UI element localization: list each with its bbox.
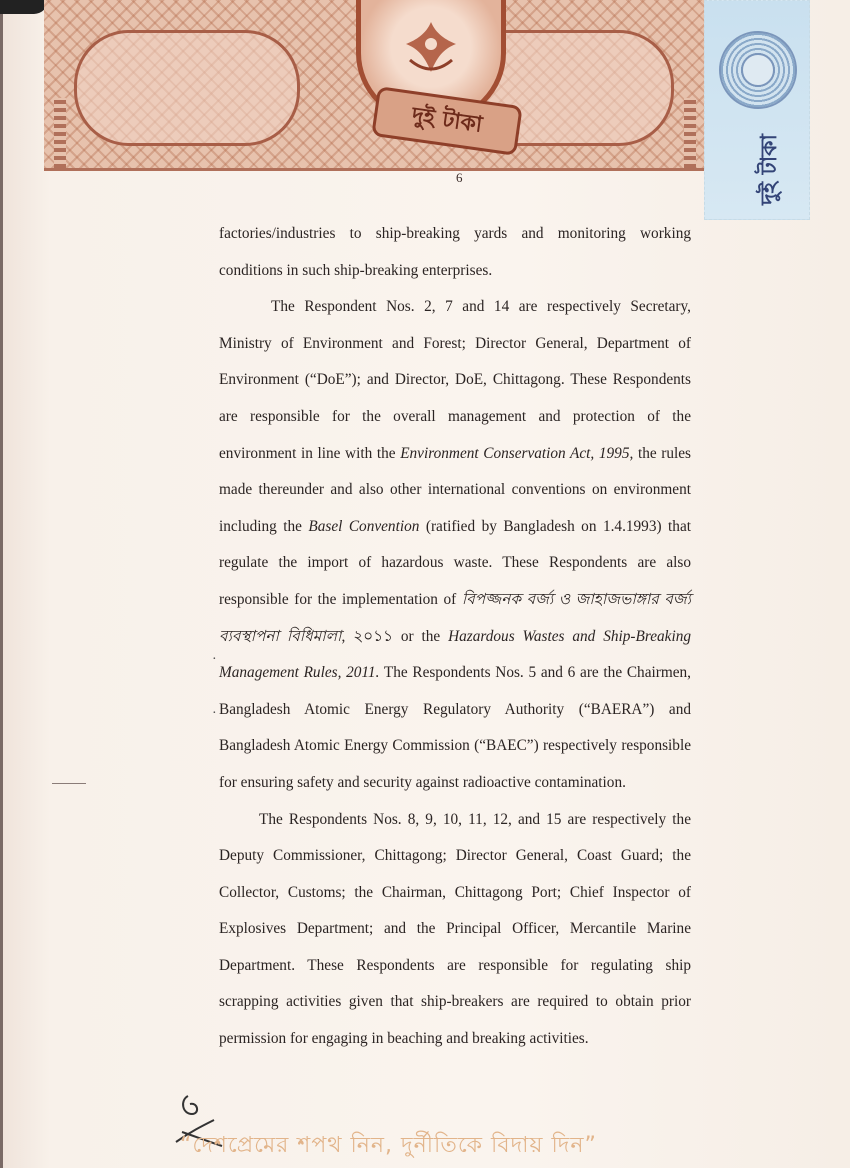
text-run: The Respondents Nos. 5 and 6 are the Chairmen, Bangladesh Atomic Energy Regulatory Authority (“BAERA”) and Bangladesh Atomic Energy Commission (“BAEC”) respectively responsible for ensuring safety and security against radioactive contamination. [219, 664, 691, 791]
adhesive-stamp-value: দুই টাকা [756, 134, 782, 205]
stamp-value-ribbon: দুই টাকা [371, 86, 523, 156]
anti-corruption-slogan: “দেশপ্রেমের শপথ নিন, দুর্নীতিকে বিদায় দিন” [180, 1133, 597, 1158]
text-run: The Respondents Nos. 8, 9, 10, 11, 12, and 15 are respectively the Deputy Commissioner, Chittagong; Director General, Coast Guard; the Collector, Customs; the Chairman, Chittagong Port; Chief Inspector of Explosives Department; and the Principal Officer, Mercantile Marine Department. These Respondents are responsible for regulating ship scrapping activities given that ship-breakers are required to obtain prior permission for engaging in beaching and breaking activities. [219, 810, 691, 1048]
margin-mark: · [212, 706, 217, 721]
italic-citation: Hazardous Wastes and Ship-Breaking Management Rules, 2011. [219, 627, 691, 682]
italic-citation: বিপজ্জনক বর্জ্য ও জাহাজভাঙ্গার বর্জ্য ব্যবস্থাপনা বিধিমালা [219, 590, 692, 645]
italic-citation: Basel Convention [308, 517, 420, 535]
paragraph [219, 289, 691, 801]
stamp-pillar [684, 98, 696, 168]
scan-corner [0, 0, 48, 14]
non-judicial-stamp-header [44, 0, 704, 171]
stamp-pillar [54, 98, 66, 168]
paragraph [219, 802, 691, 1058]
margin-mark: · [212, 652, 217, 667]
text-run: (ratified by Bangladesh on 1.4.1993) that regulate the import of hazardous waste. These Respondents are also responsible for the implementation of [219, 517, 691, 608]
paragraph [219, 216, 691, 289]
text-run: factories/industries to ship-breaking yards and monitoring working conditions in such ship-breaking enterprises. [219, 225, 691, 279]
text-run: the rules made thereunder and also other international conventions on environment including the [219, 444, 691, 535]
page-edge [0, 14, 3, 1168]
rosette-emblem-icon [719, 31, 797, 109]
page-number: 6 [456, 170, 463, 185]
text-run: The Respondent Nos. 2, 7 and 14 are respectively Secretary, Ministry of Environment and Forest; Director General, Department of Environment (“DoE”); and Director, DoE, Chittagong. These Respondents are responsible for the overall management and protection of the environment in line with the [219, 298, 691, 462]
text-run: , ২০১১ or the [341, 627, 449, 645]
adhesive-revenue-stamp [704, 0, 810, 220]
stamp-ornament-left [74, 30, 300, 146]
document-body [219, 216, 691, 1058]
margin-line [52, 783, 86, 784]
italic-citation: Environment Conservation Act, 1995, [400, 444, 634, 462]
